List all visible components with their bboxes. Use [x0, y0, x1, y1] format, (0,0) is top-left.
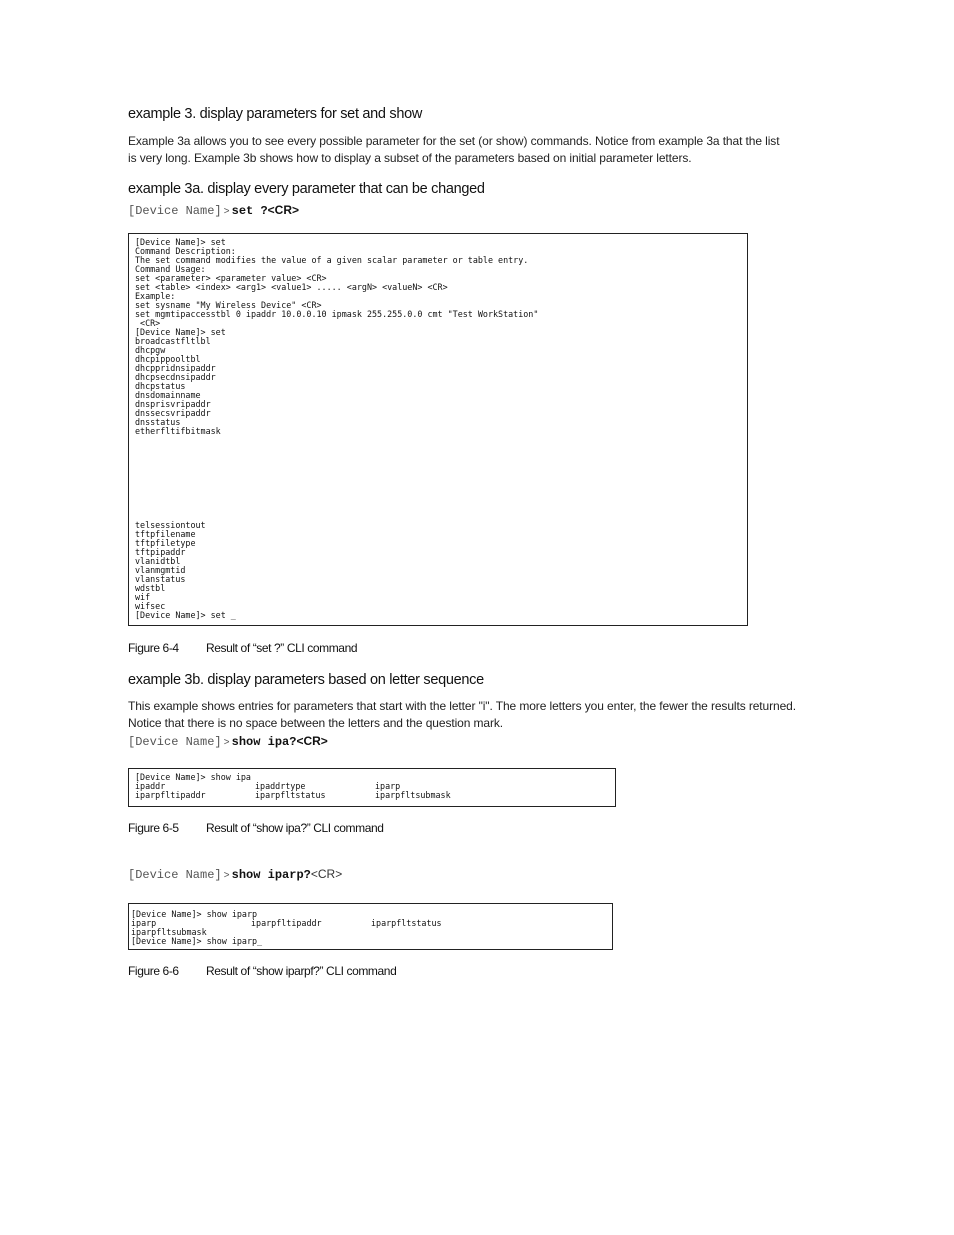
paragraph-line: is very long. Example 3b shows how to display a subset of the parameters based on initial parameter letters. — [128, 150, 692, 165]
terminal-cell: ipaddr — [135, 781, 166, 791]
enter-key-label: <CR> — [310, 867, 343, 881]
terminal-output — [135, 773, 451, 800]
command-line-show-ipa — [128, 734, 328, 749]
paragraph-line: Example 3a allows you to see every possible parameter for the set (or show) commands. Notice from example 3a that the list — [128, 134, 780, 148]
terminal-line: [Device Name]> show ipa — [135, 772, 251, 782]
terminal-line: dhcpgw — [135, 345, 166, 355]
command-prompt: [Device Name] — [128, 204, 222, 218]
terminal-line: The set command modifies the value of a given scalar parameter or table entry. — [135, 255, 529, 265]
section-heading-example-3: example 3. display parameters for set and show — [128, 106, 423, 122]
terminal-line: <CR> — [135, 318, 161, 328]
terminal-line: etherfltifbitmask — [135, 426, 221, 436]
terminal-screenshot-show-iparp — [128, 903, 613, 950]
figure-caption-6-5 — [128, 821, 384, 835]
figure-number: Figure 6-5 — [128, 821, 179, 835]
section-heading-example-3b: example 3b. display parameters based on letter sequence — [128, 672, 484, 688]
terminal-line: [Device Name]> set — [135, 327, 226, 337]
terminal-line: set sysname "My Wireless Device" <CR> — [135, 300, 322, 310]
terminal-line: vlanstatus — [135, 574, 186, 584]
command-line-show-iparp — [128, 867, 342, 882]
terminal-line: tftpfilename — [135, 529, 196, 539]
terminal-output-top — [135, 238, 538, 436]
terminal-cell: iparpfltsubmask — [375, 790, 451, 800]
figure-number: Figure 6-6 — [128, 964, 179, 978]
terminal-line: dnssecsvripaddr — [135, 408, 211, 418]
command-text: set ? — [231, 204, 268, 218]
terminal-line: set mgmtipaccesstbl 0 ipaddr 10.0.0.10 ipmask 255.255.0.0 cmt "Test WorkStation" — [135, 309, 539, 319]
terminal-line: [Device Name]> set _ — [135, 610, 236, 620]
terminal-line: dnsstatus — [135, 417, 181, 427]
terminal-line: vlanidtbl — [135, 556, 181, 566]
figure-caption-text: Result of “set ?” CLI command — [206, 641, 358, 655]
command-text: show iparp? — [231, 868, 311, 882]
terminal-line: wifsec — [135, 601, 166, 611]
terminal-line: dnsprisvripaddr — [135, 399, 211, 409]
terminal-screenshot-set — [128, 233, 748, 626]
terminal-line: dhcpstatus — [135, 381, 186, 391]
figure-number: Figure 6-4 — [128, 641, 179, 655]
section-heading-example-3a: example 3a. display every parameter that can be changed — [128, 181, 485, 197]
terminal-line: telsessiontout — [135, 520, 206, 530]
command-prompt-symbol: > — [223, 738, 230, 749]
enter-key-label: <CR> — [267, 203, 300, 217]
terminal-line: Command Usage: — [135, 264, 206, 274]
terminal-line: broadcastfltlbl — [135, 336, 211, 346]
terminal-line: vlanmgmtid — [135, 565, 186, 575]
command-prompt-symbol: > — [223, 871, 230, 882]
terminal-line: set <table> <index> <arg1> <value1> ..... <argN> <valueN> <CR> — [135, 282, 448, 292]
terminal-line: iparpfltsubmask — [131, 927, 207, 937]
terminal-line: dhcpippooltbl — [135, 354, 201, 364]
terminal-output-bottom — [135, 521, 236, 620]
figure-caption-6-6 — [128, 964, 396, 978]
terminal-cell: iparpfltipaddr — [135, 790, 206, 800]
terminal-line: dhcpsecdnsipaddr — [135, 372, 216, 382]
paragraph-line: This example shows entries for parameters that start with the letter "i". The more letters you enter, the fewer the results returned. — [128, 699, 796, 713]
terminal-cell: iparp — [375, 781, 401, 791]
terminal-line: Example: — [135, 291, 176, 301]
terminal-cell: iparp — [131, 918, 157, 928]
terminal-row — [135, 791, 451, 800]
terminal-line: wif — [135, 592, 151, 602]
figure-caption-6-4 — [128, 641, 357, 655]
terminal-line: wdstbl — [135, 583, 166, 593]
terminal-cell: iparpfltipaddr — [251, 918, 322, 928]
terminal-line: [Device Name]> show iparp_ — [131, 936, 263, 946]
terminal-cell: iparpfltstatus — [371, 918, 442, 928]
terminal-cell: iparpfltstatus — [255, 790, 326, 800]
terminal-output — [131, 910, 442, 946]
terminal-line: set <parameter> <parameter value> <CR> — [135, 273, 327, 283]
terminal-line: tftpfiletype — [135, 538, 196, 548]
command-line-set — [128, 203, 299, 218]
paragraph-line: Notice that there is no space between the letters and the question mark. — [128, 715, 504, 730]
terminal-screenshot-show-ipa — [128, 768, 616, 807]
command-prompt: [Device Name] — [128, 868, 222, 882]
enter-key-label: <CR> — [296, 734, 328, 748]
command-text: show ipa? — [231, 735, 297, 749]
terminal-line: dhcppridnsipaddr — [135, 363, 216, 373]
terminal-line: [Device Name]> show iparp — [131, 909, 258, 919]
example-3b-paragraph — [128, 698, 828, 731]
terminal-line: Command Description: — [135, 246, 236, 256]
terminal-line: dnsdomainname — [135, 390, 201, 400]
terminal-line: [Device Name]> set — [135, 237, 226, 247]
terminal-cell: ipaddrtype — [255, 781, 306, 791]
figure-caption-text: Result of “show ipa?” CLI command — [206, 821, 384, 835]
command-prompt-symbol: > — [223, 207, 230, 218]
terminal-line: tftpipaddr — [135, 547, 186, 557]
figure-caption-text: Result of “show iparpf?” CLI command — [206, 964, 397, 978]
example-3-paragraph — [128, 133, 828, 166]
command-prompt: [Device Name] — [128, 735, 222, 749]
